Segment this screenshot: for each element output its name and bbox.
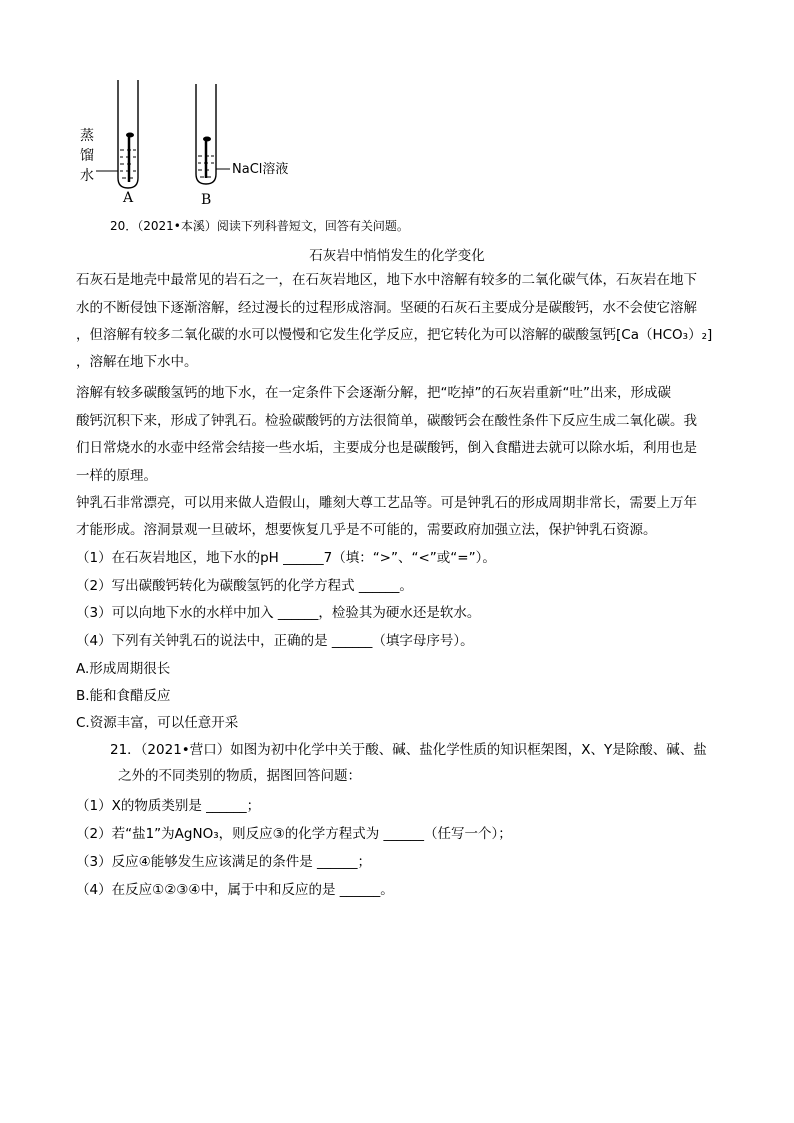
q20-para3-line1: 钟乳石非常漂亮，可以用来做人造假山，雕刻大尊工艺品等。可是钟乳石的形成周期非常长，需要上万年 [76,495,697,511]
q20-para2-line4: 一样的原理。 [76,468,157,484]
q20-article-title: 石灰岩中悄悄发生的化学变化 [309,248,485,264]
q20-para2-line2: 酸钙沉积下来，形成了钟乳石。检验碳酸钙的方法很简单，碳酸钙会在酸性条件下反应生成二氧化碳。我 [76,413,697,429]
q20-para2-line1: 溶解有较多碳酸氢钙的地下水，在一定条件下会逐渐分解，把“吃掉”的石灰岩重新“吐”出来，形成碳 [76,385,671,401]
q21-heading-line2: 之外的不同类别的物质，据图回答问题： [118,768,361,784]
q20-heading: 20．（2021•本溪）阅读下列科普短文，回答有关问题。 [110,219,409,233]
distilled-water-label-3: 水 [80,168,94,184]
tube-b [196,84,230,184]
q20-question-3: （3）可以向地下水的水样中加入 ______，检验其为硬水还是软水。 [76,605,481,621]
q20-para2-line3: 们日常烧水的水壶中经常会结接一些水垢，主要成分也是碳酸钙，倒入食醋进去就可以除水垢，利用也是 [76,440,697,456]
q20-question-1: （1）在石灰岩地区，地下水的pH ______7（填：“>”、“<”或“=”）。 [76,550,496,566]
tube-a [96,80,138,188]
q20-para3-line2: 才能形成。溶洞景观一旦破坏，想要恢复几乎是不可能的，需要政府加强立法，保护钟乳石资源。 [76,522,657,538]
tube-a-label: A [123,190,134,206]
q20-question-4: （4）下列有关钟乳石的说法中，正确的是 ______（填字母序号）。 [76,633,474,649]
q21-question-3: （3）反应④能够发生应该满足的条件是 ______； [76,854,371,870]
q20-option-c: C.资源丰富，可以任意开采 [76,715,239,731]
q21-question-1: （1）X的物质类别是 ______； [76,798,261,814]
q20-option-b: B.能和食醋反应 [76,688,171,704]
q20-question-2: （2）写出碳酸钙转化为碳酸氢钙的化学方程式 ______。 [76,578,413,594]
test-tube-figure [76,78,316,208]
q20-para1-line3: ，但溶解有较多二氧化碳的水可以慢慢和它发生化学反应，把它转化为可以溶解的碳酸氢钙[Ca（HCO₃）₂] [76,327,713,343]
distilled-water-label-2: 馏 [80,148,94,164]
nacl-solution-label: NaCl溶液 [232,162,289,177]
q21-heading-line1: 21．（2021•营口）如图为初中化学中关于酸、碱、盐化学性质的知识框架图，X、Y是除酸、碱、盐 [110,742,707,758]
q21-question-4: （4）在反应①②③④中，属于中和反应的是 ______。 [76,882,394,898]
q21-question-2: （2）若“盐1”为AgNO₃，则反应③的化学方程式为 ______（任写一个）； [76,826,512,842]
q20-para1-line1: 石灰石是地壳中最常见的岩石之一，在石灰岩地区，地下水中溶解有较多的二氧化碳气体，石灰岩在地下 [76,272,697,288]
q20-para1-line4: ，溶解在地下水中。 [76,354,198,370]
tube-b-label: B [201,192,212,208]
q20-para1-line2: 水的不断侵蚀下逐渐溶解，经过漫长的过程形成溶洞。坚硬的石灰石主要成分是碳酸钙，水不会使它溶解 [76,300,697,316]
distilled-water-label-1: 蒸 [80,128,94,144]
q20-option-a: A.形成周期很长 [76,661,171,677]
